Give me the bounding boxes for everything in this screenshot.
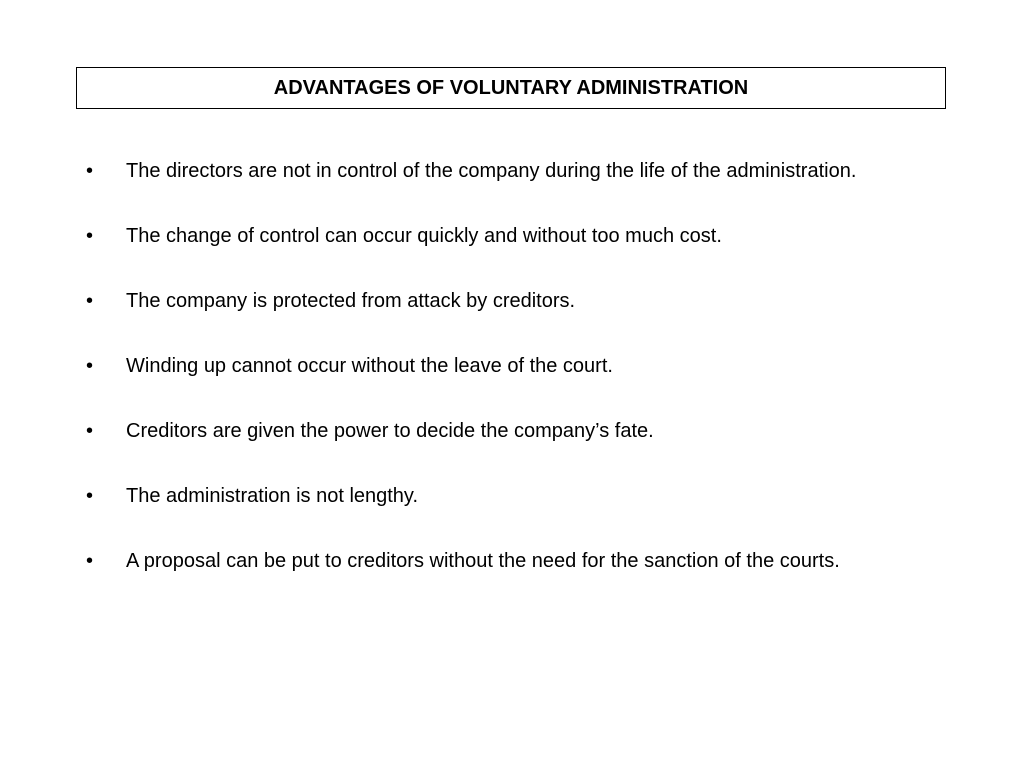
list-item (86, 548, 936, 575)
bullet-text: The administration is not lengthy. (126, 485, 419, 507)
bullet-icon: • (86, 290, 94, 312)
bullet-text: Winding up cannot occur without the leave of the court. (126, 355, 613, 377)
bullet-text: A proposal can be put to creditors without the need for the sanction of the courts. (126, 550, 840, 572)
bullet-icon: • (86, 550, 94, 572)
bullet-text: The directors are not in control of the company during the life of the administration. (126, 160, 857, 182)
list-item (86, 418, 936, 445)
bullet-text: The change of control can occur quickly and without too much cost. (126, 225, 722, 247)
bullet-list (86, 158, 936, 613)
bullet-text: Creditors are given the power to decide the company’s fate. (126, 420, 654, 442)
list-item (86, 483, 936, 510)
bullet-icon: • (86, 485, 94, 507)
bullet-text: The company is protected from attack by creditors. (126, 290, 576, 312)
slide-title: ADVANTAGES OF VOLUNTARY ADMINISTRATION (273, 76, 749, 99)
list-item (86, 223, 936, 250)
list-item (86, 288, 936, 315)
bullet-icon: • (86, 420, 94, 442)
title-box (76, 67, 946, 109)
list-item (86, 158, 936, 185)
bullet-icon: • (86, 160, 94, 182)
bullet-icon: • (86, 225, 94, 247)
list-item (86, 353, 936, 380)
bullet-icon: • (86, 355, 94, 377)
